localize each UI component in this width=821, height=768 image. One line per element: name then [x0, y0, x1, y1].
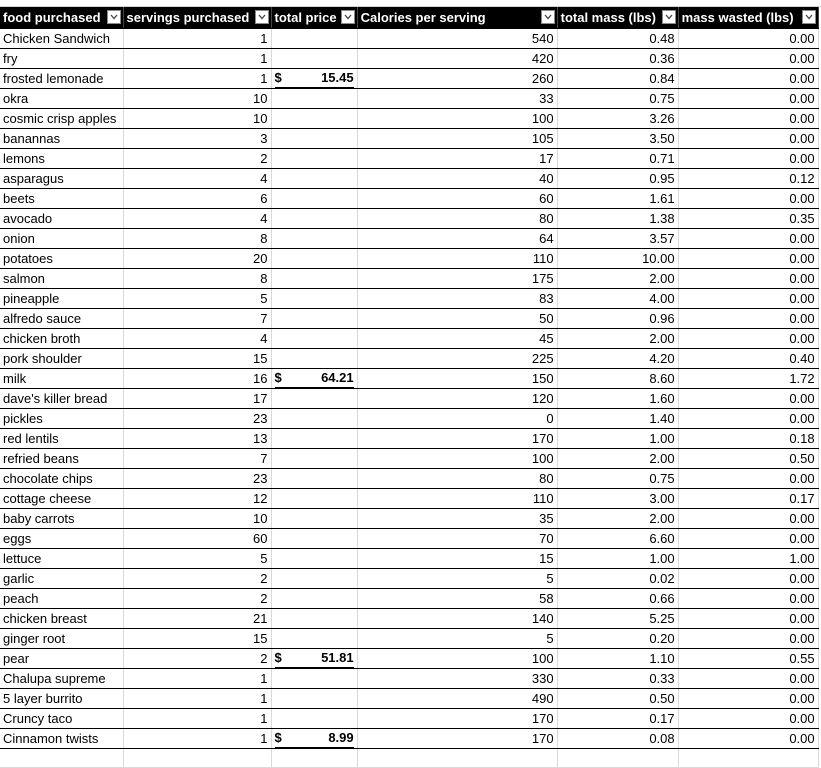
- cell-total-mass[interactable]: 0.75: [557, 469, 678, 489]
- cell-food-purchased[interactable]: cosmic crisp apples: [0, 109, 123, 129]
- cell-total-mass[interactable]: 3.57: [557, 229, 678, 249]
- cell-mass-wasted[interactable]: 0.00: [678, 389, 818, 409]
- table-row: [0, 729, 818, 749]
- cell-total-mass[interactable]: 0.71: [557, 149, 678, 169]
- cell-food-purchased[interactable]: okra: [0, 89, 123, 109]
- header-calories-per-serving[interactable]: [357, 7, 557, 29]
- cell-calories-per-serving[interactable]: 100: [357, 109, 557, 129]
- cell-servings-purchased[interactable]: 15: [123, 629, 271, 649]
- currency-symbol: $: [274, 369, 282, 385]
- cell-calories-per-serving[interactable]: 83: [357, 289, 557, 309]
- cell-calories-per-serving[interactable]: 15: [357, 549, 557, 569]
- cell-mass-wasted[interactable]: 0.00: [678, 69, 818, 89]
- cell-servings-purchased[interactable]: 1: [123, 29, 271, 49]
- table-row: [0, 709, 818, 729]
- cell-servings-purchased[interactable]: 2: [123, 649, 271, 669]
- cell-total-price[interactable]: [271, 529, 357, 549]
- cell-mass-wasted[interactable]: 0.40: [678, 349, 818, 369]
- cell-mass-wasted[interactable]: 0.00: [678, 49, 818, 69]
- cell-calories-per-serving[interactable]: 100: [357, 649, 557, 669]
- cell-mass-wasted[interactable]: 1.72: [678, 369, 818, 389]
- table-row: [0, 509, 818, 529]
- cell-total-price[interactable]: [271, 469, 357, 489]
- cell-total-price[interactable]: [271, 109, 357, 129]
- cell-mass-wasted[interactable]: 0.00: [678, 309, 818, 329]
- cell-servings-purchased[interactable]: 8: [123, 229, 271, 249]
- cell-total-price[interactable]: [271, 489, 357, 509]
- cell-total-mass[interactable]: 3.26: [557, 109, 678, 129]
- cell-total-price[interactable]: [271, 69, 357, 89]
- cell-calories-per-serving[interactable]: 540: [357, 29, 557, 49]
- cell-calories-per-serving[interactable]: 110: [357, 249, 557, 269]
- cell-total-price[interactable]: [271, 229, 357, 249]
- cell-total-mass[interactable]: 0.66: [557, 589, 678, 609]
- cell-calories-per-serving[interactable]: 60: [357, 189, 557, 209]
- cell-servings-purchased[interactable]: 5: [123, 289, 271, 309]
- header-label: servings purchased: [126, 10, 250, 25]
- cell-calories-per-serving[interactable]: 80: [357, 469, 557, 489]
- column-header-strip: [0, 0, 821, 7]
- header-label: total mass (lbs): [560, 10, 656, 25]
- table-row: [0, 489, 818, 509]
- food-table: [0, 7, 819, 768]
- cell-calories-per-serving[interactable]: 110: [357, 489, 557, 509]
- filter-dropdown-button[interactable]: [341, 10, 355, 24]
- cell-total-price[interactable]: [271, 209, 357, 229]
- cell-food-purchased[interactable]: salmon: [0, 269, 123, 289]
- cell-total-mass[interactable]: 8.60: [557, 369, 678, 389]
- table-row: [0, 89, 818, 109]
- header-row: [0, 7, 818, 29]
- cell-food-purchased[interactable]: frosted lemonade: [0, 69, 123, 89]
- cell-mass-wasted[interactable]: 0.35: [678, 209, 818, 229]
- table-row: [0, 249, 818, 269]
- empty-cell[interactable]: [357, 749, 557, 768]
- table-row: [0, 269, 818, 289]
- empty-cell[interactable]: [271, 749, 357, 768]
- cell-total-mass[interactable]: 2.00: [557, 269, 678, 289]
- price-value: 51.81: [321, 649, 354, 665]
- cell-total-price[interactable]: [271, 369, 357, 389]
- cell-calories-per-serving[interactable]: 105: [357, 129, 557, 149]
- cell-mass-wasted[interactable]: 0.00: [678, 609, 818, 629]
- cell-calories-per-serving[interactable]: 40: [357, 169, 557, 189]
- cell-total-price[interactable]: [271, 549, 357, 569]
- cell-food-purchased[interactable]: pear: [0, 649, 123, 669]
- table-row: [0, 49, 818, 69]
- cell-total-price[interactable]: [271, 389, 357, 409]
- cell-total-mass[interactable]: 0.75: [557, 89, 678, 109]
- dropdown-arrow-icon: [805, 14, 813, 20]
- cell-total-price[interactable]: [271, 89, 357, 109]
- table-row: [0, 469, 818, 489]
- cell-calories-per-serving[interactable]: 170: [357, 729, 557, 749]
- cell-mass-wasted[interactable]: 0.00: [678, 129, 818, 149]
- table-row: [0, 569, 818, 589]
- table-row: [0, 69, 818, 89]
- cell-total-price[interactable]: [271, 149, 357, 169]
- empty-cell[interactable]: [123, 749, 271, 768]
- cell-mass-wasted[interactable]: 0.00: [678, 669, 818, 689]
- table-row: [0, 429, 818, 449]
- cell-calories-per-serving[interactable]: 225: [357, 349, 557, 369]
- cell-servings-purchased[interactable]: 1: [123, 49, 271, 69]
- cell-mass-wasted[interactable]: 0.00: [678, 189, 818, 209]
- table-row: [0, 609, 818, 629]
- cell-mass-wasted[interactable]: 0.00: [678, 569, 818, 589]
- cell-total-price[interactable]: [271, 649, 357, 669]
- header-servings-purchased[interactable]: [123, 7, 271, 29]
- cell-calories-per-serving[interactable]: 100: [357, 449, 557, 469]
- cell-servings-purchased[interactable]: 6: [123, 189, 271, 209]
- cell-mass-wasted[interactable]: 0.18: [678, 429, 818, 449]
- cell-servings-purchased[interactable]: 23: [123, 469, 271, 489]
- cell-total-mass[interactable]: 1.10: [557, 649, 678, 669]
- table-row: [0, 449, 818, 469]
- cell-food-purchased[interactable]: peach: [0, 589, 123, 609]
- table-row: [0, 129, 818, 149]
- cell-mass-wasted[interactable]: 0.00: [678, 509, 818, 529]
- table-row: [0, 589, 818, 609]
- cell-mass-wasted[interactable]: 0.00: [678, 469, 818, 489]
- header-label: food purchased: [3, 10, 101, 25]
- cell-total-price[interactable]: [271, 29, 357, 49]
- table-row: [0, 149, 818, 169]
- cell-food-purchased[interactable]: refried beans: [0, 449, 123, 469]
- cell-total-mass[interactable]: 0.02: [557, 569, 678, 589]
- cell-food-purchased[interactable]: cottage cheese: [0, 489, 123, 509]
- cell-food-purchased[interactable]: pineapple: [0, 289, 123, 309]
- cell-calories-per-serving[interactable]: 33: [357, 89, 557, 109]
- cell-total-price[interactable]: [271, 309, 357, 329]
- cell-servings-purchased[interactable]: 4: [123, 329, 271, 349]
- cell-servings-purchased[interactable]: 1: [123, 729, 271, 749]
- cell-calories-per-serving[interactable]: 170: [357, 429, 557, 449]
- cell-food-purchased[interactable]: baby carrots: [0, 509, 123, 529]
- cell-mass-wasted[interactable]: 0.00: [678, 729, 818, 749]
- cell-food-purchased[interactable]: garlic: [0, 569, 123, 589]
- empty-cell[interactable]: [678, 749, 818, 768]
- cell-mass-wasted[interactable]: 0.00: [678, 229, 818, 249]
- cell-total-price[interactable]: [271, 169, 357, 189]
- cell-total-mass[interactable]: 5.25: [557, 609, 678, 629]
- table-row: [0, 309, 818, 329]
- header-label: Calories per serving: [360, 10, 486, 25]
- cell-calories-per-serving[interactable]: 45: [357, 329, 557, 349]
- cell-servings-purchased[interactable]: 4: [123, 169, 271, 189]
- cell-food-purchased[interactable]: eggs: [0, 529, 123, 549]
- cell-calories-per-serving[interactable]: 80: [357, 209, 557, 229]
- table-row: [0, 329, 818, 349]
- cell-total-mass[interactable]: 0.95: [557, 169, 678, 189]
- cell-total-price[interactable]: [271, 249, 357, 269]
- cell-mass-wasted[interactable]: 1.00: [678, 549, 818, 569]
- cell-servings-purchased[interactable]: 12: [123, 489, 271, 509]
- cell-food-purchased[interactable]: asparagus: [0, 169, 123, 189]
- cell-mass-wasted[interactable]: 0.12: [678, 169, 818, 189]
- dropdown-arrow-icon: [544, 14, 552, 20]
- cell-total-price[interactable]: [271, 409, 357, 429]
- cell-mass-wasted[interactable]: 0.00: [678, 109, 818, 129]
- cell-total-mass[interactable]: 0.17: [557, 709, 678, 729]
- cell-food-purchased[interactable]: dave's killer bread: [0, 389, 123, 409]
- cell-total-price[interactable]: [271, 609, 357, 629]
- cell-total-mass[interactable]: 6.60: [557, 529, 678, 549]
- table-row: [0, 409, 818, 429]
- cell-mass-wasted[interactable]: 0.00: [678, 249, 818, 269]
- cell-total-mass[interactable]: 0.96: [557, 309, 678, 329]
- cell-servings-purchased[interactable]: 10: [123, 109, 271, 129]
- table-row: [0, 389, 818, 409]
- cell-food-purchased[interactable]: chocolate chips: [0, 469, 123, 489]
- cell-mass-wasted[interactable]: 0.00: [678, 629, 818, 649]
- cell-total-price[interactable]: [271, 689, 357, 709]
- cell-calories-per-serving[interactable]: 120: [357, 389, 557, 409]
- cell-servings-purchased[interactable]: 2: [123, 589, 271, 609]
- cell-total-mass[interactable]: 1.61: [557, 189, 678, 209]
- cell-total-mass[interactable]: 0.50: [557, 689, 678, 709]
- cell-total-price[interactable]: [271, 449, 357, 469]
- cell-calories-per-serving[interactable]: 140: [357, 609, 557, 629]
- cell-servings-purchased[interactable]: 1: [123, 709, 271, 729]
- cell-total-mass[interactable]: 1.40: [557, 409, 678, 429]
- cell-total-price[interactable]: [271, 289, 357, 309]
- cell-total-mass[interactable]: 0.20: [557, 629, 678, 649]
- cell-mass-wasted[interactable]: 0.00: [678, 29, 818, 49]
- cell-mass-wasted[interactable]: 0.00: [678, 529, 818, 549]
- cell-food-purchased[interactable]: lettuce: [0, 549, 123, 569]
- cell-food-purchased[interactable]: chicken breast: [0, 609, 123, 629]
- cell-servings-purchased[interactable]: 7: [123, 449, 271, 469]
- cell-servings-purchased[interactable]: 7: [123, 309, 271, 329]
- cell-calories-per-serving[interactable]: 64: [357, 229, 557, 249]
- table-row: [0, 209, 818, 229]
- cell-food-purchased[interactable]: 5 layer burrito: [0, 689, 123, 709]
- table-row: [0, 529, 818, 549]
- cell-servings-purchased[interactable]: 3: [123, 129, 271, 149]
- cell-total-price[interactable]: [271, 569, 357, 589]
- cell-food-purchased[interactable]: Chalupa supreme: [0, 669, 123, 689]
- table-row: [0, 649, 818, 669]
- cell-calories-per-serving[interactable]: 70: [357, 529, 557, 549]
- cell-total-price[interactable]: [271, 49, 357, 69]
- cell-mass-wasted[interactable]: 0.00: [678, 709, 818, 729]
- cell-mass-wasted[interactable]: 0.00: [678, 329, 818, 349]
- cell-food-purchased[interactable]: red lentils: [0, 429, 123, 449]
- cell-total-price[interactable]: [271, 669, 357, 689]
- cell-servings-purchased[interactable]: 60: [123, 529, 271, 549]
- cell-calories-per-serving[interactable]: 330: [357, 669, 557, 689]
- cell-food-purchased[interactable]: pork shoulder: [0, 349, 123, 369]
- header-total-price[interactable]: [271, 7, 357, 29]
- cell-total-mass[interactable]: 4.00: [557, 289, 678, 309]
- cell-servings-purchased[interactable]: 16: [123, 369, 271, 389]
- cell-mass-wasted[interactable]: 0.00: [678, 409, 818, 429]
- cell-servings-purchased[interactable]: 5: [123, 549, 271, 569]
- table-row: [0, 229, 818, 249]
- cell-servings-purchased[interactable]: 10: [123, 89, 271, 109]
- cell-total-price[interactable]: [271, 589, 357, 609]
- cell-food-purchased[interactable]: banannas: [0, 129, 123, 149]
- cell-total-mass[interactable]: 2.00: [557, 329, 678, 349]
- header-food-purchased[interactable]: [0, 7, 123, 29]
- cell-total-price[interactable]: [271, 729, 357, 749]
- cell-servings-purchased[interactable]: 20: [123, 249, 271, 269]
- cell-total-mass[interactable]: 2.00: [557, 449, 678, 469]
- cell-mass-wasted[interactable]: 0.00: [678, 689, 818, 709]
- dropdown-arrow-icon: [258, 14, 266, 20]
- cell-mass-wasted[interactable]: 0.00: [678, 289, 818, 309]
- table-row: [0, 689, 818, 709]
- cell-food-purchased[interactable]: milk: [0, 369, 123, 389]
- cell-calories-per-serving[interactable]: 175: [357, 269, 557, 289]
- cell-food-purchased[interactable]: Cruncy taco: [0, 709, 123, 729]
- cell-food-purchased[interactable]: pickles: [0, 409, 123, 429]
- cell-food-purchased[interactable]: Chicken Sandwich: [0, 29, 123, 49]
- cell-total-price[interactable]: [271, 709, 357, 729]
- table-row: [0, 289, 818, 309]
- price-value: 8.99: [328, 729, 354, 745]
- cell-total-mass[interactable]: 3.00: [557, 489, 678, 509]
- cell-servings-purchased[interactable]: 1: [123, 669, 271, 689]
- cell-calories-per-serving[interactable]: 0: [357, 409, 557, 429]
- cell-total-mass[interactable]: 0.36: [557, 49, 678, 69]
- cell-servings-purchased[interactable]: 8: [123, 269, 271, 289]
- cell-calories-per-serving[interactable]: 260: [357, 69, 557, 89]
- cell-food-purchased[interactable]: alfredo sauce: [0, 309, 123, 329]
- cell-mass-wasted[interactable]: 0.00: [678, 149, 818, 169]
- cell-total-mass[interactable]: 4.20: [557, 349, 678, 369]
- cell-servings-purchased[interactable]: 10: [123, 509, 271, 529]
- cell-calories-per-serving[interactable]: 490: [357, 689, 557, 709]
- filter-dropdown-button[interactable]: [255, 10, 269, 24]
- table-row: [0, 369, 818, 389]
- cell-food-purchased[interactable]: beets: [0, 189, 123, 209]
- dropdown-arrow-icon: [344, 14, 352, 20]
- cell-total-price[interactable]: [271, 509, 357, 529]
- table-row: [0, 29, 818, 49]
- table-row: [0, 189, 818, 209]
- cell-calories-per-serving[interactable]: 170: [357, 709, 557, 729]
- cell-total-mass[interactable]: 0.84: [557, 69, 678, 89]
- currency-symbol: $: [274, 729, 282, 745]
- filter-dropdown-button[interactable]: [662, 10, 676, 24]
- cell-total-mass[interactable]: 1.00: [557, 549, 678, 569]
- cell-servings-purchased[interactable]: 23: [123, 409, 271, 429]
- dropdown-arrow-icon: [110, 14, 118, 20]
- cell-calories-per-serving[interactable]: 50: [357, 309, 557, 329]
- table-row: [0, 629, 818, 649]
- cell-food-purchased[interactable]: Cinnamon twists: [0, 729, 123, 749]
- cell-servings-purchased[interactable]: 17: [123, 389, 271, 409]
- cell-food-purchased[interactable]: chicken broth: [0, 329, 123, 349]
- cell-food-purchased[interactable]: lemons: [0, 149, 123, 169]
- cell-total-mass[interactable]: 1.00: [557, 429, 678, 449]
- cell-total-mass[interactable]: 1.60: [557, 389, 678, 409]
- cell-food-purchased[interactable]: fry: [0, 49, 123, 69]
- filter-dropdown-button[interactable]: [541, 10, 555, 24]
- cell-total-price[interactable]: [271, 129, 357, 149]
- currency-symbol: $: [274, 649, 282, 665]
- cell-calories-per-serving[interactable]: 5: [357, 629, 557, 649]
- table-row: [0, 169, 818, 189]
- cell-total-mass[interactable]: 2.00: [557, 509, 678, 529]
- table-row: [0, 549, 818, 569]
- cell-calories-per-serving[interactable]: 150: [357, 369, 557, 389]
- cell-calories-per-serving[interactable]: 420: [357, 49, 557, 69]
- cell-mass-wasted[interactable]: 0.17: [678, 489, 818, 509]
- filter-dropdown-button[interactable]: [802, 10, 816, 24]
- cell-food-purchased[interactable]: avocado: [0, 209, 123, 229]
- cell-total-mass[interactable]: 0.33: [557, 669, 678, 689]
- price-value: 64.21: [321, 369, 354, 385]
- cell-calories-per-serving[interactable]: 17: [357, 149, 557, 169]
- header-mass-wasted[interactable]: [678, 7, 818, 29]
- header-label: total price: [274, 10, 337, 25]
- cell-calories-per-serving[interactable]: 5: [357, 569, 557, 589]
- cell-total-price[interactable]: [271, 189, 357, 209]
- table-body: [0, 29, 818, 768]
- empty-row: [0, 749, 818, 768]
- filter-dropdown-button[interactable]: [107, 10, 121, 24]
- cell-mass-wasted[interactable]: 0.00: [678, 269, 818, 289]
- cell-total-price[interactable]: [271, 329, 357, 349]
- dropdown-arrow-icon: [665, 14, 673, 20]
- cell-total-mass[interactable]: 0.08: [557, 729, 678, 749]
- cell-food-purchased[interactable]: potatoes: [0, 249, 123, 269]
- cell-total-price[interactable]: [271, 429, 357, 449]
- cell-total-price[interactable]: [271, 349, 357, 369]
- cell-servings-purchased[interactable]: 15: [123, 349, 271, 369]
- cell-servings-purchased[interactable]: 1: [123, 69, 271, 89]
- cell-servings-purchased[interactable]: 1: [123, 689, 271, 709]
- header-label: mass wasted (lbs): [681, 10, 794, 25]
- currency-symbol: $: [274, 69, 282, 85]
- cell-mass-wasted[interactable]: 0.50: [678, 449, 818, 469]
- cell-servings-purchased[interactable]: 21: [123, 609, 271, 629]
- cell-total-mass[interactable]: 3.50: [557, 129, 678, 149]
- cell-total-mass[interactable]: 10.00: [557, 249, 678, 269]
- cell-calories-per-serving[interactable]: 35: [357, 509, 557, 529]
- cell-mass-wasted[interactable]: 0.00: [678, 589, 818, 609]
- cell-food-purchased[interactable]: onion: [0, 229, 123, 249]
- cell-mass-wasted[interactable]: 0.55: [678, 649, 818, 669]
- table-row: [0, 349, 818, 369]
- table-row: [0, 669, 818, 689]
- cell-servings-purchased[interactable]: 2: [123, 569, 271, 589]
- cell-total-price[interactable]: [271, 269, 357, 289]
- header-total-mass[interactable]: [557, 7, 678, 29]
- cell-total-price[interactable]: [271, 629, 357, 649]
- cell-food-purchased[interactable]: ginger root: [0, 629, 123, 649]
- cell-mass-wasted[interactable]: 0.00: [678, 89, 818, 109]
- cell-servings-purchased[interactable]: 2: [123, 149, 271, 169]
- price-value: 15.45: [321, 69, 354, 85]
- table-row: [0, 109, 818, 129]
- cell-calories-per-serving[interactable]: 58: [357, 589, 557, 609]
- cell-total-mass[interactable]: 0.48: [557, 29, 678, 49]
- empty-cell[interactable]: [557, 749, 678, 768]
- cell-servings-purchased[interactable]: 13: [123, 429, 271, 449]
- empty-cell[interactable]: [0, 749, 123, 768]
- cell-total-mass[interactable]: 1.38: [557, 209, 678, 229]
- cell-servings-purchased[interactable]: 4: [123, 209, 271, 229]
